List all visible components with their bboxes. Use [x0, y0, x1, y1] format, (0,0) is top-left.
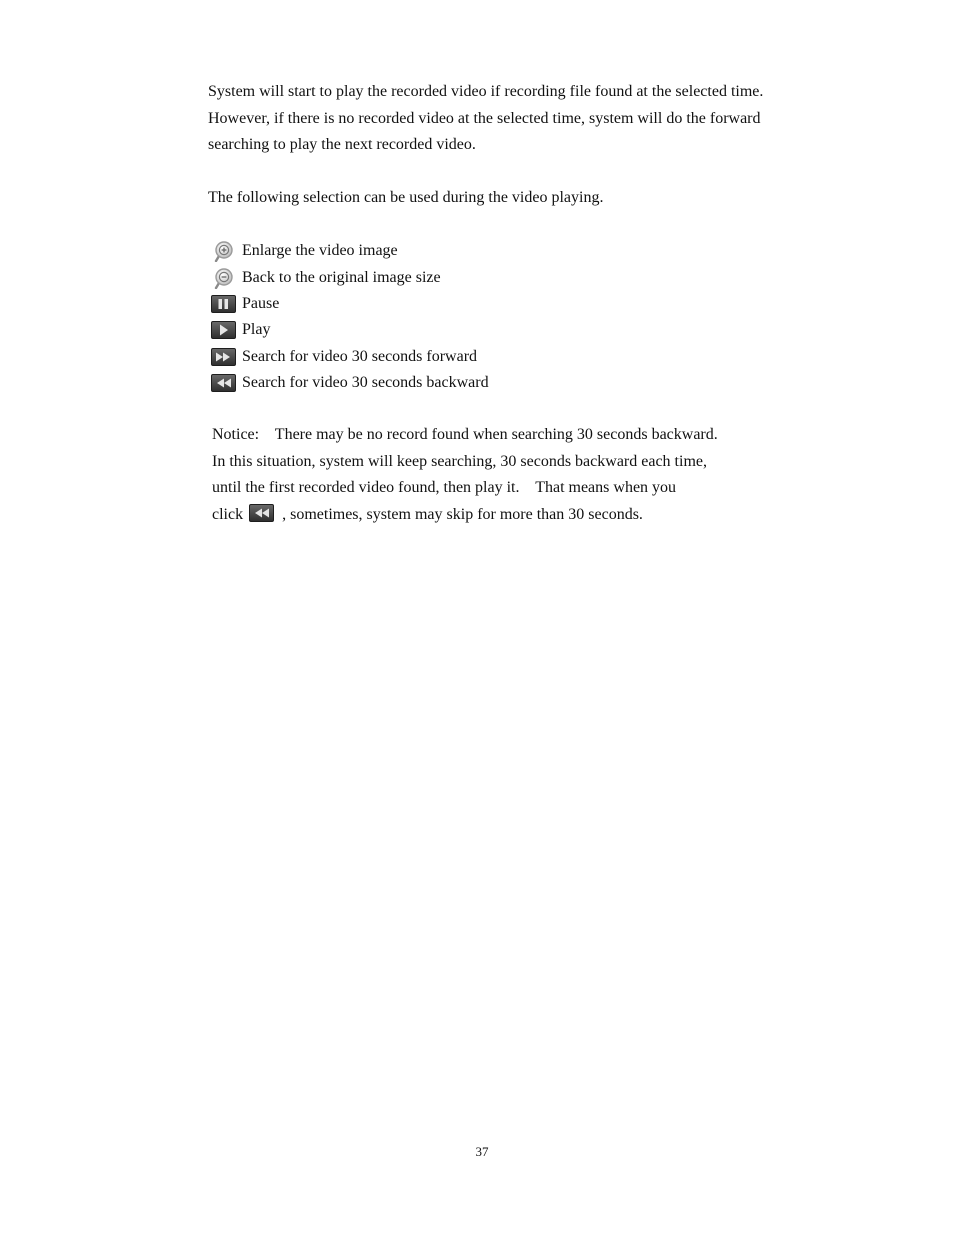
notice-line: In this situation, system will keep searching, 30 seconds backward each time,	[212, 452, 707, 470]
control-label: Pause	[242, 294, 280, 312]
pause-icon	[211, 293, 236, 315]
notice-click-tail: , sometimes, system may skip for more than 30 seconds.	[282, 505, 643, 523]
controls-intro-paragraph: The following selection can be used during the video playing.	[208, 189, 604, 206]
zoom-out-icon	[211, 267, 236, 289]
zoom-in-icon	[211, 240, 236, 262]
notice-line: until the first recorded video found, then play it. That means when you	[212, 479, 677, 496]
control-label: Search for video 30 seconds forward	[242, 347, 478, 365]
notice-line	[212, 502, 812, 532]
control-label: Enlarge the video image	[242, 242, 398, 260]
list-item-pause	[211, 291, 489, 317]
notice-click-word: click	[212, 505, 244, 523]
notice-line: Notice: There may be no record found when searching 30 seconds backward.	[212, 426, 718, 443]
intro-paragraph: System will start to play the recorded video if recording file found at the selected time. However, if there is no recorded video at the selected time, system will do the forward searching to play the next recorded video.	[208, 83, 764, 153]
fast-forward-icon	[211, 346, 236, 368]
list-item-play	[211, 317, 489, 343]
control-label: Back to the original image size	[242, 268, 441, 286]
list-item-original-size	[211, 264, 489, 290]
list-item-enlarge	[211, 238, 489, 264]
control-label: Search for video 30 seconds backward	[242, 374, 489, 392]
notice-block	[212, 422, 812, 531]
rewind-icon	[211, 372, 236, 394]
list-item-backward	[211, 370, 489, 396]
play-icon	[211, 319, 236, 341]
rewind-icon	[249, 504, 274, 532]
control-label: Play	[242, 321, 271, 339]
playback-controls-list	[211, 238, 489, 396]
page-number: 37	[475, 1144, 489, 1159]
list-item-forward	[211, 344, 489, 370]
